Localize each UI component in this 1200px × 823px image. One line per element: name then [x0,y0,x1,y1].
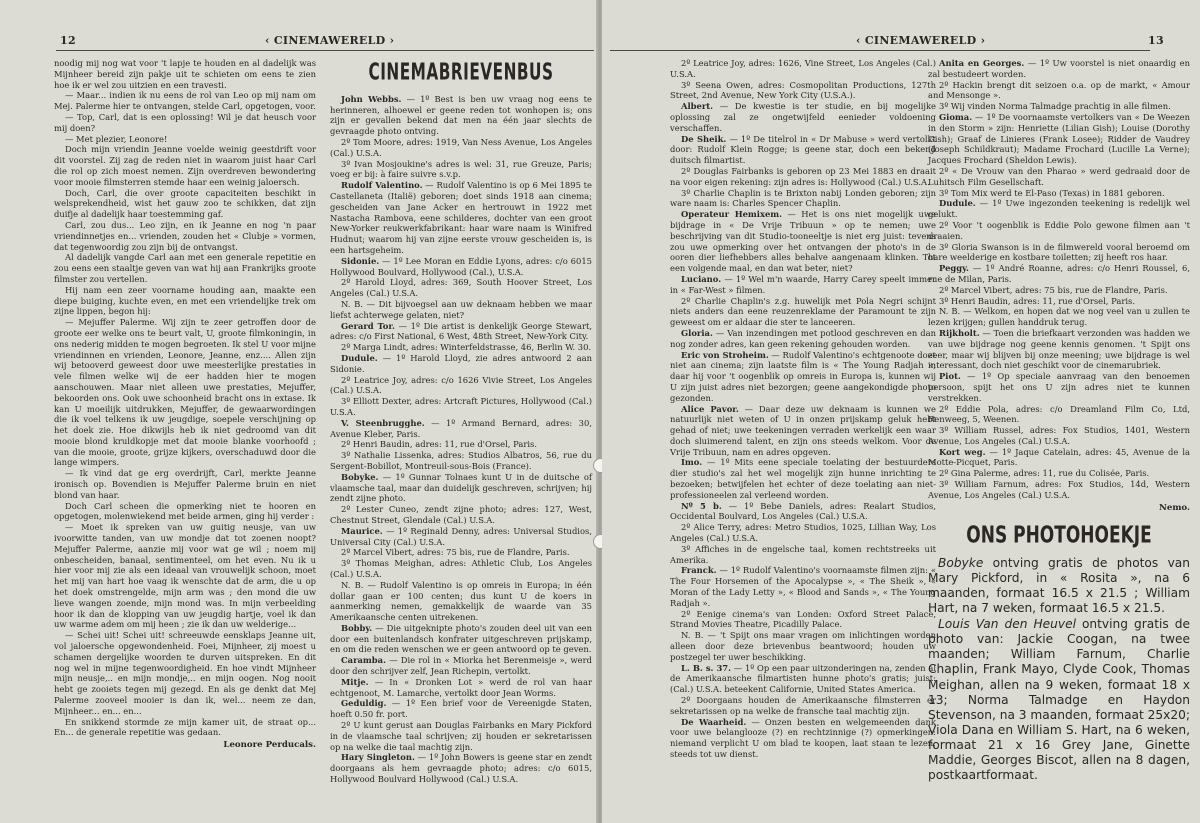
letter-answer: 2º Alice Terry, adres: Metro Studios, 1025, Lillian Way, Los Angeles (Cal.) U.S.A. [670,522,936,544]
correspondent-name: Luciano. [681,273,722,284]
story-paragraph: Doch, Carl, die over groote capaciteiten beschikt in welsprekendheid, wist het gauw zoo te schikken, dat zijn duifje al dadelijk haar toestemming gaf. [54,187,316,220]
letter-answer: 2º Gina Palerme, adres: 11, rue du Colisée, Paris. [939,468,1150,479]
letter-answer: — 1º Op speciale aanvraag van den benoemen persoon, spijt het ons U zijn adres niet te kunnen verstrekken. [928,371,1190,403]
letter-entry [928,479,1190,501]
correspondent-name: Eric von Stroheim. [681,349,769,360]
correspondent-name: Sidonie. [341,255,380,266]
letter-entry [928,296,1190,307]
letter-entry [928,58,1190,80]
correspondent-name: Imo. [681,457,703,468]
letter-entry [330,299,592,321]
correspondent-name: De Sheik. [681,133,727,144]
letter-entry [928,371,1190,403]
letter-answer: 2º Tom Moore, adres: 1919, Van Ness Avenue, Los Angeles (Cal.) U.S.A. [330,137,592,158]
correspondent-name: Nº 5 b. [681,500,722,511]
correspondent-name: Peggy. [939,263,969,274]
letter-entry [928,242,1190,264]
correspondent-name: De Waarheid. [681,716,747,727]
letter-answer: — 1º John Bowers is geene star en zendt doorgaans als hem gevraagde photo; adres: c/o 6015, Hollywood Boulvard Hollywood (Cal.) U.S.A. [330,752,592,785]
correspondent-name: Franck. [681,565,717,576]
letter-entry [330,321,592,343]
story-paragraph: Al dadelijk vangde Carl aan met een generale repetitie en zou eens een staaltje geven van wat hij aan Frankrijks groote filmster zou vertellen. [54,252,316,284]
letter-entry [670,565,936,608]
letter-answer: 3º Ivan Mosjoukine's adres is wel: 31, rue Greuze, Paris; voeg er bij: à faire suivre s.v.p. [330,158,592,180]
letter-answer: — 1º Harold Lloyd, zie adres antwoord 2 aan Sidonie. [330,352,592,374]
letter-entry [928,447,1190,469]
letter-answer: — 1º De voornaamste vertolkers van « De Weezen in den Storm » zijn: Henriette (Lilian Gish); Louise (Dorothy Gish); Graaf de Linieres (Frank Losee); Ridder de Vaudrey (Joseph Schildkraut); Madame Frochard (Lucille La Verne); Jacques Frochard (Sheldon Lewis). [928,111,1190,166]
letter-entry [928,101,1190,112]
letter-answer: N. B. — 't Spijt ons maar vragen om inlichtingen worden alleen door deze brievenbus beantwoord; houden uw postzegel ter uwer beschikking. [670,630,936,662]
letter-entry [330,450,592,472]
correspondent-name: Anita en Georges. [939,58,1025,68]
photohoekje-text: ontving gratis de photo van: Jackie Coogan, na twee maanden; William Farnum, Charlie Chaplin, Frank Mayo, Clyde Cook, Thomas Meighan, allen na 9 weken, formaat 18 x 13; Norma Talmadge en Haydon Stevenson, na 3 maanden, formaat 25x20; Viola Dana en William S. Hart, na 6 weken, formaat 21 x 16 Grey Jane, Ginette Maddie, Georges Biscot, allen na 8 dagen, postkaartformaat. [928,617,1191,783]
letter-answer: 2º Eenige cinema's van Londen: Oxford Street Palace, Strand Movies Theatre, Picadilly Palace. [670,608,936,630]
letter-answer: — 1º Een brief voor de Vereenigde Staten, hoeft 0.50 fr. port. [330,698,592,720]
correspondent-name: John Webbs. [341,93,402,104]
letter-entry [670,134,936,166]
letter-entry [670,522,936,544]
correspondent-name: Bobby. [341,622,373,633]
correspondent-name: Piot. [939,371,961,382]
letter-answer: — 1º Uwe ingezonden teekening is redelijk wel gelukt. [928,198,1190,220]
letter-entry [330,277,592,299]
correspondent-name: Gloria. [681,327,713,338]
letter-answer: 2º Henri Baudin, adres: 11, rue d'Orsel, Paris. [341,439,538,450]
letter-answer: — 1º Op een paar uitzonderingen na, zenden al de Amerikaansche filmartisten hunne photo's gratis; juist: (Cal.) U.S.A. beteekent Californie, United States America. [670,662,936,695]
letter-answer: — 1º Die artist is denkelijk George Stewart, adres: c/o First National, 6 West, 48th Street, New-York City. [330,320,592,342]
correspondent-name: Caramba. [341,655,386,666]
correspondent-name: Albert. [681,101,714,112]
letter-entry [670,80,936,102]
left-page [0,0,598,823]
letter-answer: — 1º Rudolf Valentino's voornaamste filmen zijn: « The Four Horsemen of the Apocalypse », « The Sheik », « Moran of the Lady Letty », « Blood and Sands », « The Young Radjah ». [670,565,936,608]
letter-entry [670,274,936,296]
photohoekje-paragraph [928,556,1190,617]
letter-entry [330,580,592,623]
left-page-number: 12 [60,34,76,47]
letter-answer: — 1º Armand Bernard, adres: 30, Avenue Kleber, Paris. [330,417,592,439]
correspondent-name: Maurice. [341,525,383,536]
photohoekje-body [928,556,1190,784]
letter-entry [330,547,592,558]
letter-answer: 2º U kunt gerust aan Douglas Fairbanks en Mary Pickford in de vlaamsche taal schrijven; zij houden er sekretarissen op na welke die taal machtig zijn. [330,720,592,752]
letter-answer: 2º Voor 't oogenblik is Eddie Polo gewone filmen aan 't draaien. [928,219,1190,241]
letter-answer: — 1º De titelrol in « Dr Mabuse » werd vertolkt door: Rudolf Klein Rogge; is geene star, doch een bekend duitsch filmartist. [670,133,936,166]
brievenbus-right-column [928,58,1190,784]
story-paragraph: — Maar... indien ik nu eens de rol van Leo op mij nam om Mej. Palerme hier te ontvangen, stelde Carl, opgetogen, voor. [54,90,316,112]
letter-entry [928,80,1190,102]
story-paragraph: En snikkend stormde ze mijn kamer uit, de straat op... En... de generale repetitie was gedaan. [54,716,316,738]
letter-entry [330,504,592,526]
letter-answer: — 1º Lee Moran en Eddie Lyons, adres: c/o 6015 Hollywood Boulvard, Hollywood (Cal.), U.S.A. [330,255,592,277]
letter-entry [330,396,592,418]
story-paragraph: — Top, Carl, dat is een oplossing! Wil je dat heusch voor mij doen? [54,111,316,133]
story-paragraph: Carl, zou dus... Leo zijn, en ik Jeanne en nog 'n paar vriendinnetjes en... vrienden, zouden het « Clubje » vormen, dat tegenwoordig zou zijn bij de ontvangst. [54,219,316,252]
letter-answer: 2º Leatrice Joy, adres: 1626, Vine Street, Los Angeles (Cal.) U.S.A. [670,58,936,79]
letter-entry [928,220,1190,242]
letter-entry [330,439,592,450]
letter-entry [670,209,936,274]
letter-entry [330,180,592,256]
letter-entry [670,695,936,717]
letter-entry [330,526,592,548]
letter-answer: 3º Elliott Dexter, adres: Artcraft Pictures, Hollywood (Cal.) U.S.A. [330,396,592,417]
letter-answer: — 1º Reginald Denny, adres: Universal Studios, Universal City (Cal.) U.S.A. [330,525,592,547]
left-running-head: ‹ CINEMAWERELD › [265,34,395,47]
letter-entry [330,256,592,278]
story-column [54,58,316,751]
letter-answer: — Het is ons niet mogelijk uwe bijdrage in « De Vrije Tribuun » op te nemen; uwe beschrijving van dit Studio-tooneeltje is niet erg juist: tevens zou uwe opmerking over het ontvangen der photo's in de ooren dier liefhebbers alles behalve aangenaam klinken. Tot een volgende maal, en dan wat beter, niet? [670,209,936,274]
correspondent-name: Geduldig. [341,698,387,709]
letter-entry [670,296,936,328]
letter-answer: N. B. — Rudolf Valentino is op omreis in Europa; in één dollar gaan er 100 centen; dus kunt U de koers in aanmerking nemen, gemakkelijk de waarde van 35 Amerikaansche centen uitrekenen. [330,579,592,623]
letter-answer: — In « Dronken Lot » werd de rol van haar echtgenoot, M. Lamarche, vertolkt door Jean Worms. [330,676,592,698]
story-paragraph: — Met plezier, Leonore! [65,133,168,144]
letter-entry [330,159,592,181]
letter-answer: 3º Nathalie Lissenka, adres: Studios Albatros, 56, rue du Sergent-Bobillot, Montreuil-sous-Bois (France). [330,450,592,471]
letter-answer: 2º Marga Lindt, adres: Winterfeldstrasse, 46, Berlin W. 30. [341,342,592,353]
photohoekje-text: ontving gratis de photos van Mary Pickford, in « Rosita », na 6 maanden, formaat 16.5 x 21.5 ; William Hart, na 7 weken, formaat 16.5 x 21.5. [928,555,1190,615]
letter-answer: 3º Charlie Chaplin is te Brixton nabij Londen geboren; zijn ware naam is: Charles Spencer Chaplin. [670,187,936,209]
letter-entry [330,94,592,137]
letter-answer: N. B. — Dit bijvoegsel aan uw deknaam hebben we maar liefst achterwege gelaten, niet? [330,298,592,320]
letter-entry [330,342,592,353]
letter-answer: 3º Tom Mix werd te El-Paso (Texas) in 1881 geboren. [939,187,1165,198]
story-signature: Leonore Perducals. [223,740,316,751]
letter-answer: — 1º Bebe Daniels, adres: Realart Studios, Occidental Boulvard, Los Angeles (Cal.) U.S.A. [670,500,936,522]
letter-entry [330,698,592,720]
letter-entry [928,306,1190,328]
letter-entry [330,353,592,375]
letter-entry [928,263,1190,285]
correspondent-name: Mitje. [341,676,369,687]
correspondent-name: Dudule. [341,352,378,363]
letter-entry [670,328,936,350]
letter-entry [928,328,1190,371]
letter-entry [670,663,936,695]
photohoekje-title: ONS PHOTOHOEKJE [966,521,1152,549]
letter-entry [330,752,592,784]
letter-entry [670,101,936,133]
letter-entry [928,425,1190,447]
letter-answer: — Van inzendingen met potlood geschreven en dan nog zonder adres, kan geen rekening gehouden worden. [670,327,936,349]
correspondent-name: Rudolf Valentino. [341,180,423,191]
photohoekje-name: Bobyke [938,555,984,570]
letter-answer: 2º Leatrice Joy, adres: c/o 1626 Vivie Street, Los Angeles (Cal.) U.S.A. [330,374,592,396]
cinemabrievenbus-column [330,58,592,785]
letter-answer: 3º Affiches in de engelsche taal, komen rechtstreeks uit Amerika. [670,543,936,565]
letter-entry [330,558,592,580]
letter-answer: — Rudolf Valentino is op 6 Mei 1895 te Castellaneta (Italië) geboren; doet sinds 1918 aan cinema; gescheiden van Jane Acker en hertrouwt in 1922 met Nastacha Rambova, eene schilderes, dochter van een groot New-Yorker reukwerkfabrikant: haar ware naam is Winifred Hudnut; waarom hij van zijne eerste vrouw gescheiden is, is een hartsgeheim. [330,180,592,255]
letter-answer: N. B. — Welkom, en hopen dat we nog veel van u zullen te lezen krijgen; gullen handdruk terug. [928,306,1190,328]
correspondent-name: V. Steenbrugghe. [341,417,425,428]
correspondent-name: L. B. s. 37. [681,662,732,673]
letter-entry [330,655,592,677]
brievenbus-signature: Nemo. [1159,502,1190,513]
letter-answer: 2º Charlie Chaplin's z.g. huwelijk met Pola Negri schijnt niets anders dan eene reuzenreklame der Paramount te zijn geweest om er aldaar die ster te lanceeren. [670,295,936,328]
letter-answer: 2º Marcel Vibert, adres: 75 bis, rue de Flandre, Paris. [939,284,1168,295]
letter-entry [670,188,936,210]
letter-entry [928,404,1190,426]
photohoekje-name: Louis Van den Heuvel [938,617,1076,632]
story-paragraph: — Schei uit! Schei uit! schreeuwde eensklaps Jeanne uit, vol jaloersche opgewondenheid. Foei, Mijnheer, zij moest u schamen dergelijke woorden te durven uitspreken. En dit nog wel in mijne tegenwoordigheid. En hoe vindt Mijnheer mijn neusje,.. en mijn mondje,.. en mijn oogen. Nog nooit hebt ge zooiets tegen mij gezegd. En als ge denkt dat Mej Palerme zooveel mooier is dan ik, wel... neem ze dan, Mijnheer... en... en... [54,630,316,716]
right-page [602,0,1200,823]
letter-entry [928,198,1190,220]
letter-entry [330,137,592,159]
letter-answer: 2º Marcel Vibert, adres: 75 bis, rue de Flandre, Paris. [341,547,570,558]
letter-entry [928,285,1190,296]
story-paragraph: Hij nam een zeer voorname houding aan, maakte een diepe buiging, kuchte even, en met een vriendelijke trek om zijne lippen, begon hij: [54,284,316,317]
story-paragraph: Doch Carl scheen die opmerking niet te hooren en opgetogen, molenwiekend met beide armen, ging hij verder : [54,500,316,522]
letter-entry [670,630,936,662]
letter-entry [330,720,592,752]
letter-entry [330,418,592,440]
photohoekje-paragraph [928,617,1190,783]
story-paragraph: — Mejuffer Palerme. Wij zijn te zeer getroffen door de groote eer welke ons te beurt valt, U, groote filmkoningin, in ons nederig midden te mogen begroeten. Ik stel U voor mijne vriendinnen en vrienden, Leonore, Jeanne, enz.... Allen zijn wij betooverd geweest door uwe meesterlijke prestaties in vele filmen welke wij de eer hadden hier te mogen aanschouwen. Maar niet alleen uwe prestaties, Mejuffer, bekoorden ons. Ook uwe schoonheid bracht ons in extase. Ik kan U moeilijk uitdrukken, Mejuffer, de gewaarwordingen die ik voel telkens ik uw jeugdige, soepele verschijning op het doek zie. Hoe dikwijls heb ik niet gedroomd van dit mooie blond kruldkopje met dat mooie blanke voorhoofd ; van die mooie, groote, grijze kijkers, overschaduwd door die lange wimpers. [54,317,316,468]
letter-answer: — 1º André Roanne, adres: c/o Henri Roussel, 6, rue de Milan, Paris. [928,263,1190,284]
letter-entry [670,609,936,631]
correspondent-name: Hary Singleton. [341,752,415,763]
letter-answer: — Die rol in « Miorka het Berenmeisje », werd door den schrijver zelf, Jean Richepin, vertolkt. [330,655,592,677]
letter-entry [928,166,1190,188]
letter-entry [670,166,936,188]
correspondent-name: Rijkholt. [939,327,980,338]
letter-answer: 2º Harold Lloyd, adres: 369, South Hoover Street, Los Angeles (Cal.) U.S.A. [330,277,592,299]
letter-answer: 3º Thomas Meighan, adres: Athletic Club, Los Angeles (Cal.) U.S.A. [330,558,592,579]
right-header-rule [610,50,1150,51]
letter-answer: — Die uitgeknipte photo's zouden deel uit van een door een buitenlandsch konfrater uitgeschreven prijskamp, en om die reden wenschen we er geen antwoord op te geven. [330,622,592,655]
letter-entry [670,350,936,404]
correspondent-name: Operateur Hemixem. [681,209,783,220]
correspondent-name: Alice Pavor. [681,403,739,414]
correspondent-name: Gioma. [939,111,973,122]
letter-answer: 3º Gloria Swanson is in de filmwereld vooral beroemd om hare weelderige en kostbare toiletten; zij heeft ros haar. [928,241,1190,263]
letter-answer: 2º Douglas Fairbanks is geboren op 23 Mei 1883 en draait na voor eigen rekening: zijn adres is: Hollywood (Cal.) U.S.A. [670,165,936,187]
cinemabrievenbus-title: CINEMABRIEVENBUS [368,59,554,87]
letter-entry [928,468,1190,479]
letter-answer: — 1º Wel m'n waarde, Harry Carey speelt immer in « Far-West » filmen. [670,273,936,295]
letter-entry [330,623,592,655]
letter-entry [670,457,936,500]
letter-answer: — Daar deze uw deknaam is kunnen we natuurlijk niet weten of U in onzen prijskamp geluk hebt gehad of niet; uwe teekeningen verraden werkelijk een waar doch sluimerend talent, en zijn ons steeds welkom. Voor de Vrije Tribuun, nam en adres opgeven. [670,403,936,457]
right-running-head: ‹ CINEMAWERELD › [856,34,986,47]
correspondent-name: Kort weg. [939,446,986,457]
letter-entry [670,544,936,566]
letter-answer: 3º Seena Owen, adres: Cosmopolitan Productions, 127th Street, 2nd Avenue, New York City (U.S.A.). [670,79,936,101]
letter-entry [928,112,1190,166]
letter-entry [330,472,592,504]
letter-answer: — De kwestie is ter studie, en bij mogelijke oplossing zal ze ongetwijfeld eenieder voldoening verschaffen. [670,101,936,133]
letter-answer: 2º Doorgaans houden de Amerikaansche filmsterren er sekretarissen op na welke de fransche taal machtig zijn. [670,695,936,716]
letter-answer: — Toen die briefkaart verzonden was hadden we van uwe bijdrage nog geene kennis genomen. 't Spijt ons zeer, maar wij blijven bij onze meening; uwe bijdrage is wel interessant, doch niet geschikt voor de cinemarubriek. [928,327,1190,371]
story-paragraph: — Ik vind dat ge erg overdrijft, Carl, merkte Jeanne ironisch op. Bovendien is Mejuffer Palerme bruin en niet blond van haar. [54,468,316,500]
left-header-rule [56,50,594,51]
letter-answer: — Rudolf Valentino's echtgenoote doet niet aan cinema; zijn laatste film is « The Young Radjah »; daar hij voor 't oogenblik op omreis in Europa is, kunnen wij U zijn juist adres niet bezorgen; geene aangekondigde photo gezonden. [670,349,936,403]
letter-answer: — Onzen besten en welgemeenden dank voor uwe belanglooze (?) en rechtzinnige (?) opmerkingen: niemand verplicht U om blad te koopen, laat staan te lezen; steeds tot uw dienst. [670,716,936,759]
letter-entry [330,677,592,699]
letter-answer: — 1º Jaque Catelain, adres: 45, Avenue de la Motte-Picquet, Paris. [928,446,1190,468]
letter-answer: 2º « De Vrouw van den Pharao » werd gedraaid door de Luhitsch Film Gesellschaft. [928,165,1190,187]
story-paragraph: noodig mij nog wat voor 't lapje te houden en al dadelijk was Mijnheer bereid zijn pakje uit te schieten om eens te zien hoe ik er wel zou uitzien en een travesti. [54,58,316,90]
letter-entry [670,58,936,80]
correspondent-name: Bobyke. [341,471,379,482]
letter-answer: — 1º Gunnar Tolnaes kunt U in de duitsche of vlaamsche taal, maar dan duidelijk geschreven, schrijven; hij zendt zijne photo. [330,471,592,504]
letter-answer: — 1º Uw voorstel is niet onaardig en zal bestudeert worden. [928,58,1190,79]
right-page-number: 13 [1148,34,1164,47]
story-paragraph: — Moet ik spreken van uw guitig neusje, van uw ivoorwitte tanden, van uw mondje dat tot zoenen noopt? Mejuffer Palerme, aanzie mij voor wat ge wil ; noem mij onbescheiden, banaal, sentimenteel, om het even. Nu ik u hier voor mij zie als een ideaal van vrouwelijk schoon, moet het mij van hart hoe vaag ik wenschte dat de arm, die u op het doek omstrengelde, mijn arm was ; den mond die uw lieve wangen zoende, mijn mond was. In mijn verbeelding hoor ik dan de klopping van uw jeugdig hartje, voel ik dan uw warme adem om mij heen ; zie ik dan uw welderige... [54,522,316,630]
letter-entry [670,717,936,760]
letter-entry [670,501,936,523]
letter-answer: 2º Eddie Pola, adres: c/o Dreamland Film Co, Ltd, Renweeg, 5, Weenen. [928,403,1190,425]
correspondent-name: Dudule. [939,198,976,209]
correspondent-name: Gerard Tor. [341,320,395,331]
letter-answer: 3º Henri Baudin, adres: 11, rue d'Orsel, Paris. [939,295,1136,306]
letter-answer: — 1º Mits eene speciale toelating der bestuurders dier studio's zal het wel mogelijk zijn hunne inrichting te bezoeken; betwijfelen het echter of deze toelating aan niet-professioneelen zal verleend worden. [670,457,936,500]
letter-entry [670,404,936,458]
letter-answer: 3º William Russel, adres: Fox Studios, 1401, Western Avenue, Los Angeles (Cal.) U.S.A. [928,425,1190,446]
letter-answer: — 1º Best is ben uw vraag nog eens te herinneren, alhoewel er geene reden tot wonhopen is; ons zijn er gevallen bekend dat men na één jaar slechts de gevraagde photo ontving. [330,93,592,137]
story-paragraph: Doch mijn vriendin Jeanne voelde weinig geestdrift voor dit voorstel. Zij zag de reden niet in waarom juist haar Carl die rol op zich moest nemen. Zijn overdreven bewondering voor mooie filmsterren stemde haar een weinig jaloersch. [54,144,316,187]
brievenbus-continued-column [670,58,936,760]
letter-entry [330,375,592,397]
letter-answer: 2º Hackin brengt dit seizoen o.a. op de markt, « Amour and Mensonge ». [928,79,1190,101]
letter-entry [928,188,1190,199]
letter-answer: 2º Lester Cuneo, zendt zijne photo; adres: 127, West, Chestnut Street, Glendale (Cal.) U.S.A. [330,504,592,525]
letter-answer: 3º Wij vinden Norma Talmadge prachtig in alle filmen. [939,101,1171,112]
letter-answer: 3º William Farnum, adres: Fox Studios, 14d, Western Avenue, Los Angeles (Cal.) U.S.A. [928,479,1190,500]
